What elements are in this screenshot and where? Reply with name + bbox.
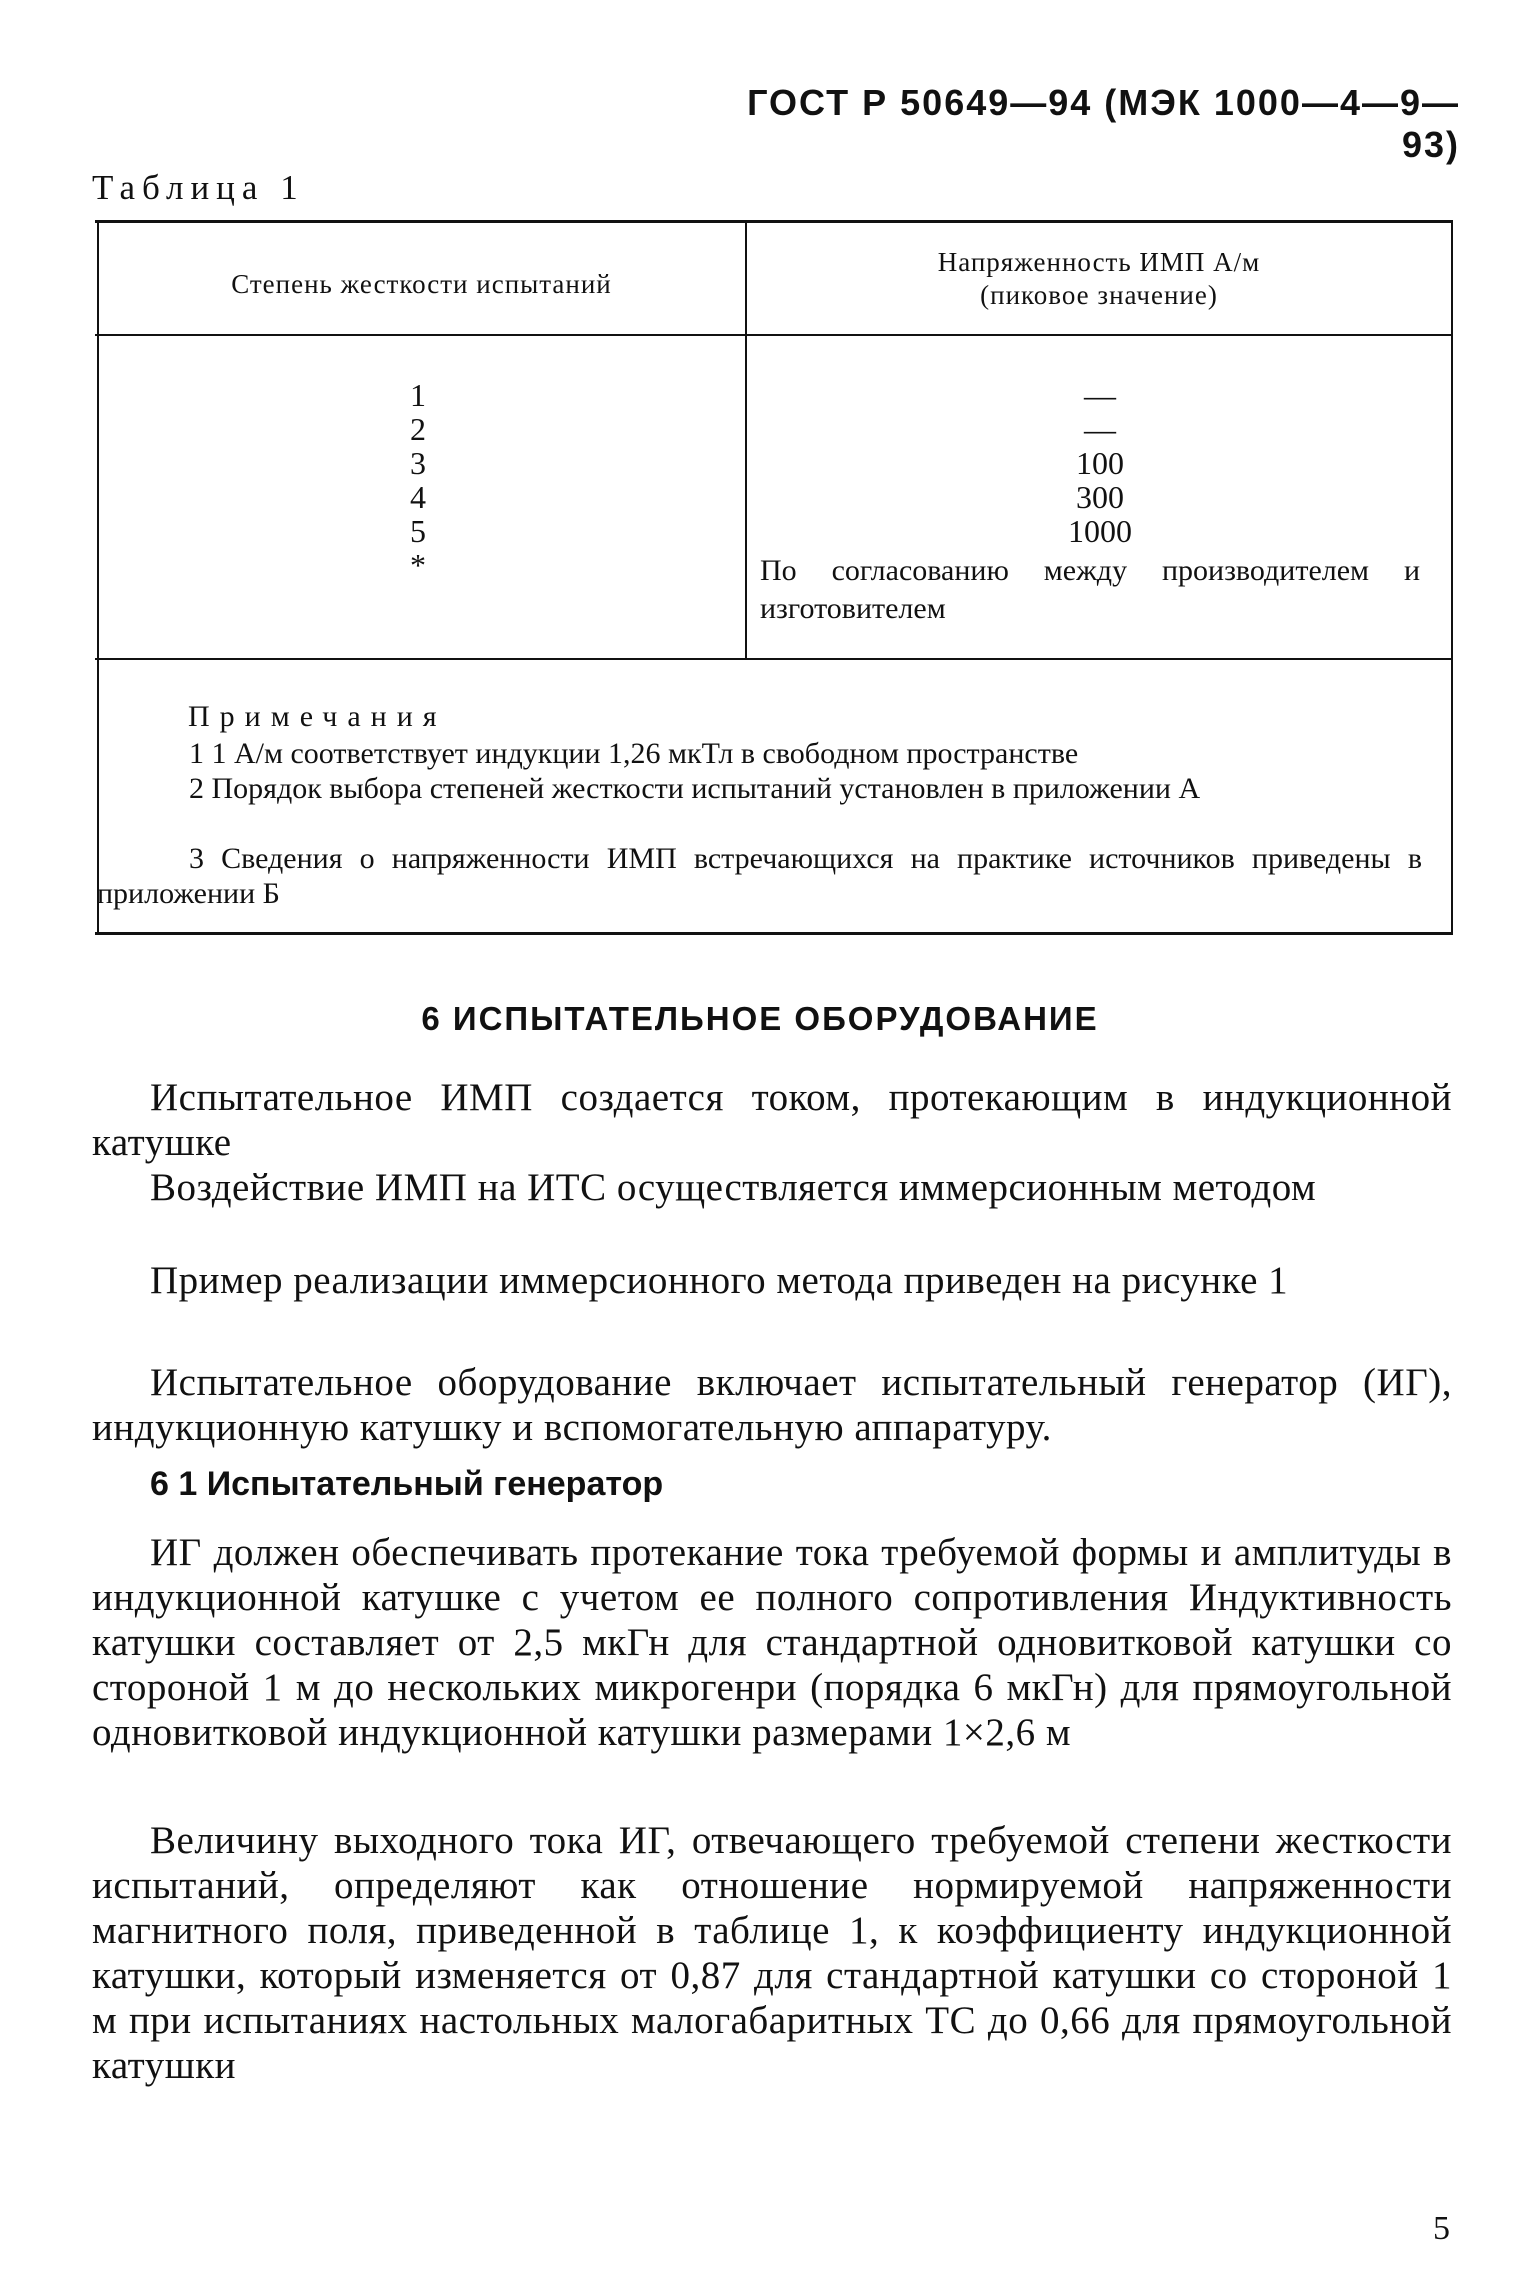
table-caption: Таблица 1 (92, 168, 305, 207)
degree-list (388, 378, 448, 582)
degree-cell: 2 (410, 411, 426, 447)
paragraph: Воздействие ИМП на ИТС осуществляется иммерсионным методом (150, 1166, 1317, 1209)
column-header-degree (100, 268, 743, 301)
document-header: ГОСТ Р 50649—94 (МЭК 1000—4—9—93) (747, 82, 1460, 165)
degree-cell: 3 (410, 445, 426, 481)
intensity-cell: 1000 (1068, 513, 1132, 549)
degree-cell: 4 (410, 479, 426, 515)
paragraph: Испытательное ИМП создается током, протекающим в индукционной катушке (92, 1076, 1452, 1164)
table-column-divider (745, 220, 747, 660)
page-number: 5 (1433, 2210, 1450, 2247)
note-item: 2 Порядок выбора степеней жесткости испытаний установлен в приложении А (189, 772, 1201, 805)
intensity-cell: — (1084, 377, 1116, 413)
column-header-intensity-line2: (пиковое значение) (980, 280, 1218, 310)
degree-cell: * (410, 547, 426, 583)
degree-cell: 5 (410, 513, 426, 549)
table-body-divider (95, 658, 1453, 660)
notes-title: Примечания (188, 700, 447, 733)
note-item: 1 1 А/м соответствует индукции 1,26 мкТл в свободном пространстве (189, 737, 1079, 770)
column-header-intensity (748, 246, 1450, 312)
degree-cell: 1 (410, 377, 426, 413)
paragraph: ИГ должен обеспечивать протекание тока требуемой формы и амплитуды в индукционной катушке с учетом ее полного сопротивления Индуктивность катушки составляет от 2,5 мкГн для стандартной одновитковой катушки со стороной 1 м до нескольких микрогенри (порядка 6 мкГн) для прямоугольной одновитковой индукционной катушки размерами 1×2,6 м (92, 1531, 1452, 1754)
table-left-border (97, 220, 99, 934)
intensity-cell: — (1084, 411, 1116, 447)
intensity-cell: 300 (1076, 479, 1124, 515)
intensity-cell: 100 (1076, 445, 1124, 481)
paragraph: Величину выходного тока ИГ, отвечающего требуемой степени жесткости испытаний, определяют как отношение нормируемой напряженности магнитного поля, приведенной в таблице 1, к коэффициенту индукционной катушки, который изменяется от 0,87 для стандартной катушки со стороной 1 м при испытаниях настольных малогабаритных ТС до 0,66 для прямоугольной катушки (92, 1819, 1452, 2087)
column-header-degree-text: Степень жесткости испытаний (231, 269, 612, 299)
table-header-divider (95, 334, 1453, 336)
section-title: 6 ИСПЫТАТЕЛЬНОЕ ОБОРУДОВАНИЕ (421, 1000, 1099, 1037)
column-header-intensity-line1: Напряженность ИМП А/м (937, 247, 1261, 277)
table-top-border (95, 220, 1453, 223)
table-bottom-border (95, 932, 1453, 935)
intensity-agreement-cell: По согласованию между производителем и изготовителем (760, 554, 1420, 625)
subsection-title: 6 1 Испытательный генератор (150, 1465, 664, 1503)
table-right-border (1451, 220, 1453, 934)
intensity-list (1040, 378, 1160, 548)
paragraph: Испытательное оборудование включает испытательный генератор (ИГ), индукционную катушку и вспомогательную аппаратуру. (92, 1361, 1452, 1449)
note-item: 3 Сведения о напряженности ИМП встречающихся на практике источников приведены в приложении Б (97, 842, 1422, 910)
paragraph: Пример реализации иммерсионного метода приведен на рисунке 1 (150, 1259, 1289, 1302)
